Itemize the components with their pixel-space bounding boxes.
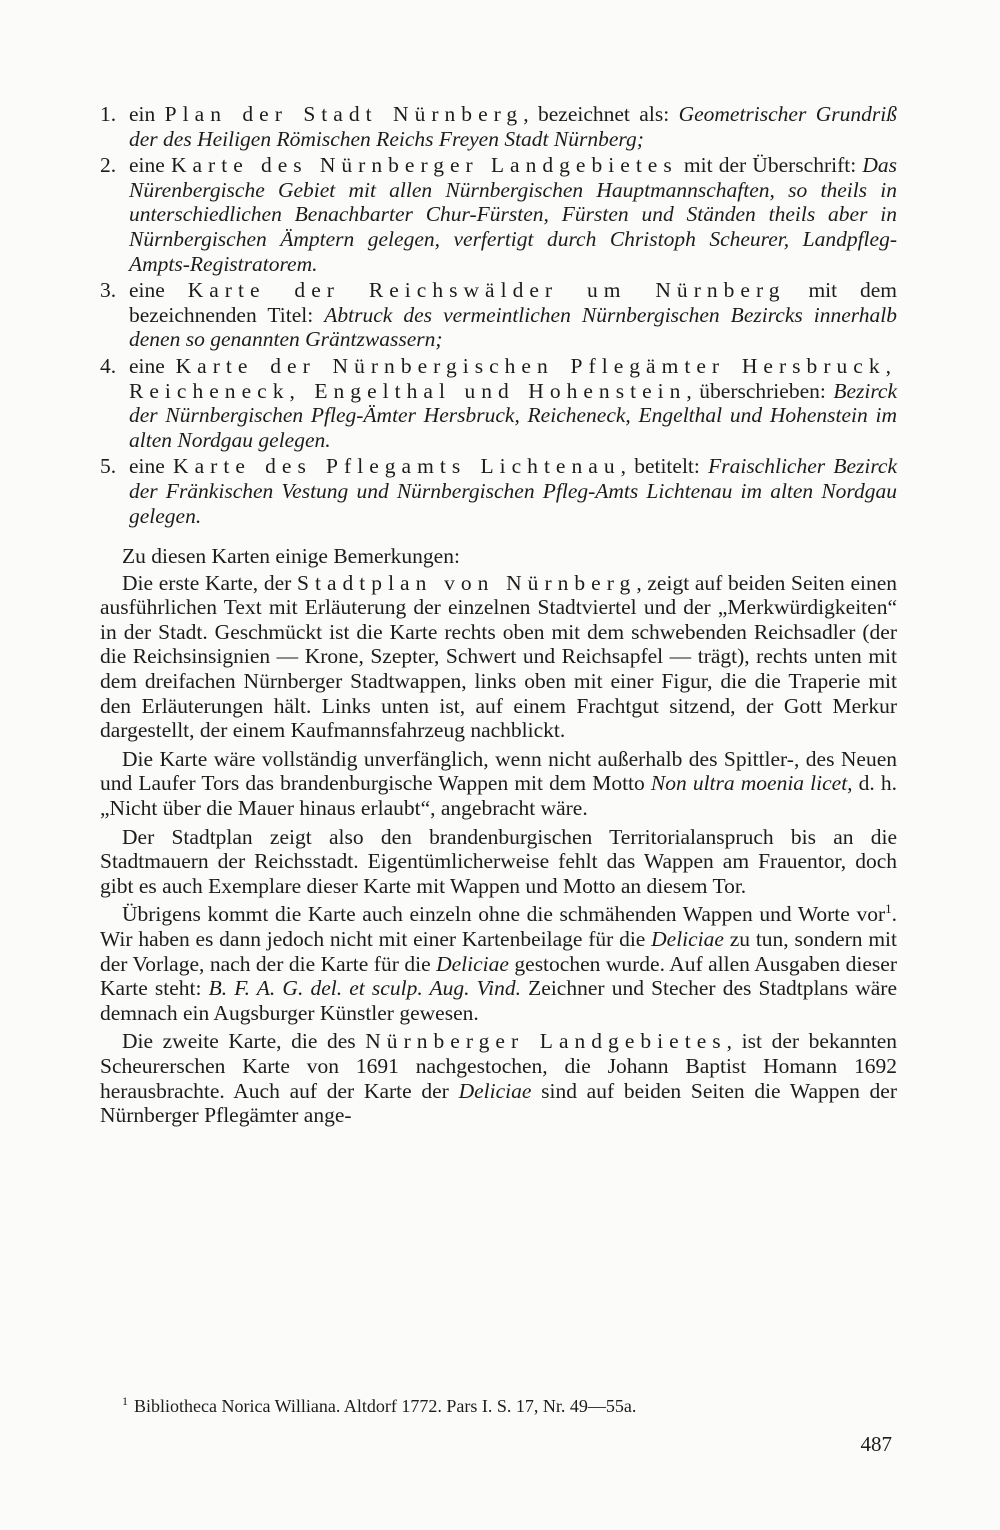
list-item-text: eine [129,454,174,479]
list-item-spaced-title: Karte des Nürnberger Landgebietes [170,153,678,178]
list-item-spaced-title: Plan der Stadt Nürnberg [164,102,524,126]
paragraph-text: , zeigt auf beiden Seiten einen ausführlichen Text mit Erläuterung der einzelnen Stadtviertel und der „Merkwürdigkeiten“ in der Stadt. Geschmückt ist die Karte rechts oben mit dem schwebenden Reichsadler (der die Reichsinsignien — Krone, Szepter, Schwert und Reichsapfel — trägt), rechts unten mit dem dreifachen Nürnberger Stadtwappen, links oben mit einer Figur, die die Traperie mit den Erläuterungen hält. Links unten ist, auf einem Frachtgut sitzend, der Gott Merkur dargestellt, der einem Kaufmannsfahrzeug nachblickt. [100,570,898,743]
paragraph-einzeln [100,902,897,1025]
body-text [100,102,897,1132]
list-item-spaced-title: Karte der Reichswälder um Nürnberg [187,278,786,303]
footnote-text: Bibliotheca Norica Williana. Altdorf 1772. Pars I. S. 17, Nr. 49—55a. [134,1396,637,1416]
list-item-italic-title: Abtruck des vermeintlichen Nürnbergischen Bezircks innerhalb denen so genannten Gräntzwassern; [129,302,897,352]
list-item-text: , bezeichnet als: [523,102,679,126]
list-item-number: 4. [100,353,117,378]
list-item-number: 5. [100,454,117,479]
list-item-text: ein [129,102,165,126]
list-item-number: 2. [100,153,117,178]
list-item-text: , betitelt: [620,454,709,479]
italic-title: Deliciae [651,927,724,951]
footnote [122,1390,892,1417]
list-item-text: mit der Überschrift: [677,153,863,178]
paragraph-text: Die Karte wäre vollständig unverfänglich, wenn nicht außerhalb des Spittler-, des Neuen und Laufer Tors das brandenburgische Wappen mit dem Motto [100,746,897,796]
list-item [100,102,897,151]
paragraph-landgebiet [100,1029,897,1127]
paragraph-text: gestochen wurde. Auf allen Ausgaben dieser Karte steht: [100,951,897,1001]
italic-inscription: B. F. A. G. del. et sculp. Aug. Vind. [208,976,521,1001]
paragraph-text: , ist der bekannten Scheurerschen Karte von 1691 nachgestochen, die Johann Baptist Homann 1692 herausbrachte. Auch auf der Karte der [100,1029,898,1103]
list-item-number: 1. [100,102,117,126]
list-item-italic-title: Geometrischer Grundriß der des Heiligen Römischen Reichs Freyen Stadt Nürnberg; [129,102,897,151]
italic-motto: Non ultra moenia licet, [650,771,853,796]
list-item-italic-title: Bezirck der Nürnbergischen Pfleg-Ämter Hersbruck, Reicheneck, Engelthal und Hohenstein im alten Nordgau gelegen. [129,378,898,452]
list-item-text: eine [129,353,176,378]
list-item-text: , überschrieben: [686,378,834,403]
spaced-emphasis: Nürnberger Landgebietes [365,1029,727,1054]
paragraph-text: Übrigens kommt die Karte auch einzeln ohne die schmähenden Wappen und Worte vor [122,902,886,927]
italic-title: Deliciae [458,1078,532,1103]
page-number: 487 [860,1432,892,1456]
list-item-text: mit dem bezeichnenden Titel: [129,278,897,327]
intro-paragraph: Zu diesen Karten einige Bemerkungen: [122,544,460,569]
list-item-spaced-title: Karte des Pflegamts Lichtenau [173,454,621,479]
list-item [100,354,897,452]
paragraph-text: zu tun, sondern mit der Vorlage, nach der die Karte für die [100,927,897,976]
list-item [100,278,897,352]
list-item-italic-title: Fraischlicher Bezirck der Fränkischen Vestung und Nürnbergischen Pfleg-Amts Lichtenau im alten Nordgau gelegen. [129,454,898,528]
paragraph-stadtplan [100,571,897,743]
paragraph-text: Die zweite Karte, die des [122,1029,366,1054]
spaced-emphasis: Stadtplan von Nürnberg [297,570,637,595]
list-item [100,454,897,528]
list-item-text: eine [129,278,188,303]
paragraph-text: Zeichner und Stecher des Stadtplans wäre demnach ein Augsburger Künstler gewesen. [100,976,898,1025]
italic-title: Deliciae [436,951,509,976]
list-item-spaced-title: Karte der Nürnbergischen Pflegämter Hersbruck, Reicheneck, Engelthal und Hohenstein [129,353,897,403]
paragraph-text: d. h. „Nicht über die Mauer hinaus erlaubt“, angebracht wäre. [100,771,898,821]
list-item-text: eine [129,153,171,178]
footnote-reference[interactable]: 1 [885,901,892,917]
footnote-number: 1 [122,1394,128,1408]
map-list [100,102,897,528]
paragraph-text: Die erste Karte, der [122,570,297,595]
paragraph-text: sind auf beiden Seiten die Wappen der Nürnberger Pflegämter ange- [100,1078,898,1128]
list-item-number: 3. [100,278,117,303]
paragraph-text: . Wir haben es dann jedoch nicht mit einer Kartenbeilage für die [100,902,897,951]
paragraph-motto [100,747,897,821]
paragraph-territorial-claim: Der Stadtplan zeigt also den brandenburgischen Territorialanspruch bis an die Stadtmauern der Reichsstadt. Eigentümlicherweise fehlt das Wappen am Frauentor, doch gibt es auch Exemplare dieser Karte mit Wappen und Motto an diesem Tor. [100,824,897,898]
list-item-italic-title: Das Nürenbergische Gebiet mit allen Nürnbergischen Hauptmannschaften, so theils in unterschiedlichen Benachbarter Chur-Fürsten, Fürsten und Ständen theils aber in Nürnbergischen Ämptern gelegen, verfertigt durch Christoph Scheurer, Landpfleg-Ampts-Registratorem. [129,153,897,276]
list-item [100,153,897,276]
